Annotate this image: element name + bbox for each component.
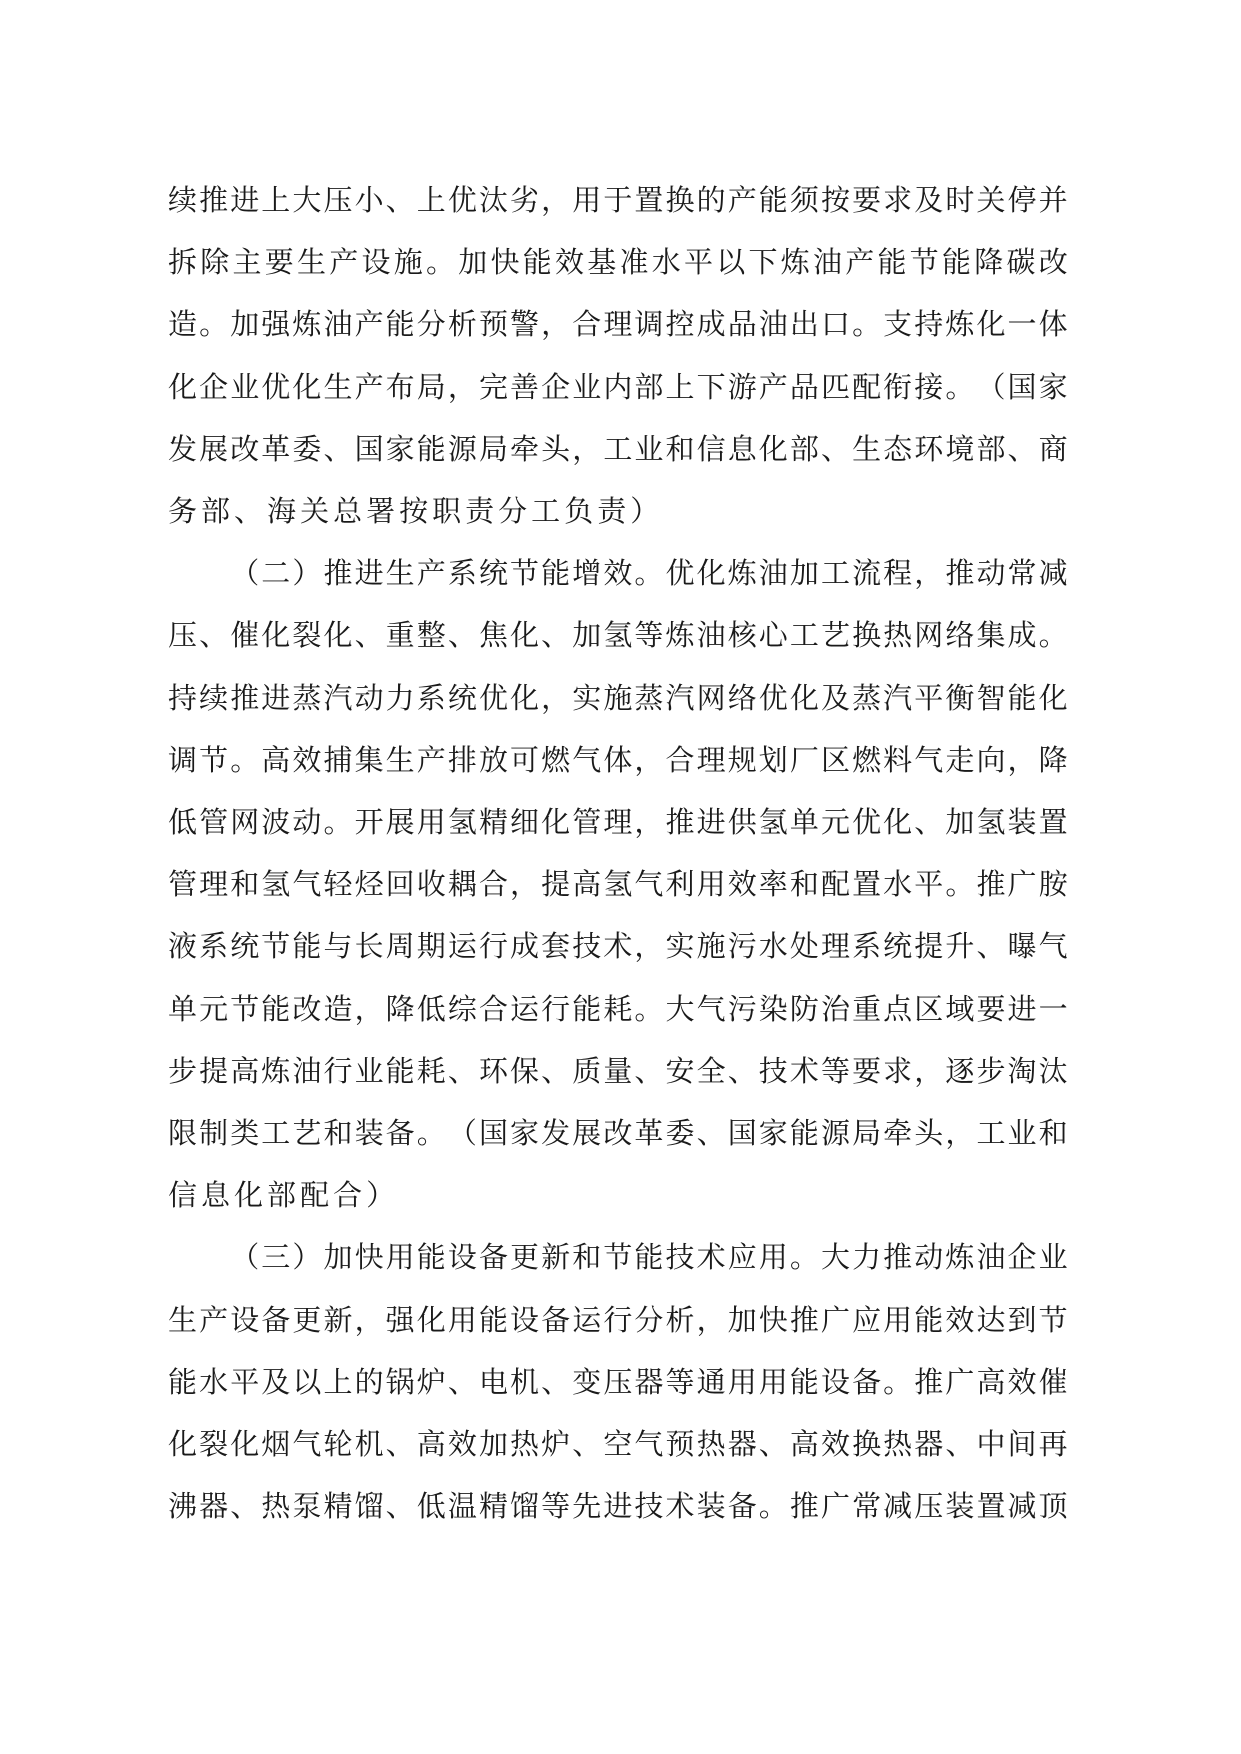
text-line: 持 续 推 进 蒸 汽 动 力 系 统 优 化 ， 实 施 蒸 汽 网 络 优 化 及 蒸 汽 平 衡 智 能 化 <box>168 680 1068 715</box>
text-line: 务 部 、 海 关 总 署 按 职 责 分 工 负 责 ） <box>168 494 664 528</box>
text-line: 步 提 高 炼 油 行 业 能 耗 、 环 保 、 质 量 、 安 全 、 技 术 等 要 求 ， 逐 步 淘 汰 <box>168 1053 1068 1088</box>
text-line: 管 理 和 氢 气 轻 烃 回 收 耦 合 ， 提 高 氢 气 利 用 效 率 和 配 置 水 平 。 推 广 胺 <box>168 867 1068 902</box>
text-line: 调 节 。 高 效 捕 集 生 产 排 放 可 燃 气 体 ， 合 理 规 划 厂 区 燃 料 气 走 向 ， 降 <box>168 742 1068 777</box>
text-line: 液 系 统 节 能 与 长 周 期 运 行 成 套 技 术 ， 实 施 污 水 处 理 系 统 提 升 、 曝 气 <box>168 929 1068 964</box>
text-line: 沸 器 、 热 泵 精 馏 、 低 温 精 馏 等 先 进 技 术 装 备 。 推 广 常 减 压 装 置 减 顶 <box>168 1489 1068 1524</box>
text-line: 低 管 网 波 动 。 开 展 用 氢 精 细 化 管 理 ， 推 进 供 氢 单 元 优 化 、 加 氢 装 置 <box>168 805 1068 839</box>
text-line: 化 裂 化 烟 气 轮 机 、 高 效 加 热 炉 、 空 气 预 热 器 、 高 效 换 热 器 、 中 间 再 <box>168 1427 1068 1461</box>
text-line: 续 推 进 上 大 压 小 、 上 优 汰 劣 ， 用 于 置 换 的 产 能 须 按 要 求 及 时 关 停 并 <box>168 183 1068 217</box>
text-line: （ 二 ） 推 进 生 产 系 统 节 能 增 效 。 优 化 炼 油 加 工 流 程 ， 推 动 常 减 <box>230 556 1068 591</box>
text-line: 压 、 催 化 裂 化 、 重 整 、 焦 化 、 加 氢 等 炼 油 核 心 工 艺 换 热 网 络 集 成 。 <box>168 618 1068 653</box>
text-line: 信 息 化 部 配 合 ） <box>168 1178 400 1213</box>
text-line: 拆 除 主 要 生 产 设 施 。 加 快 能 效 基 准 水 平 以 下 炼 油 产 能 节 能 降 碳 改 <box>168 245 1068 280</box>
text-line: 造 。 加 强 炼 油 产 能 分 析 预 警 ， 合 理 调 控 成 品 油 出 口 。 支 持 炼 化 一 体 <box>168 307 1068 342</box>
text-line: 能 水 平 及 以 上 的 锅 炉 、 电 机 、 变 压 器 等 通 用 用 能 设 备 。 推 广 高 效 催 <box>168 1364 1068 1399</box>
text-line: 限 制 类 工 艺 和 装 备 。 （ 国 家 发 展 改 革 委 、 国 家 能 源 局 牵 头 ， 工 业 和 <box>168 1116 1068 1150</box>
text-line: 生 产 设 备 更 新 ， 强 化 用 能 设 备 运 行 分 析 ， 加 快 推 广 应 用 能 效 达 到 节 <box>168 1302 1068 1337</box>
text-line: 化 企 业 优 化 生 产 布 局 ， 完 善 企 业 内 部 上 下 游 产 品 匹 配 衔 接 。 （ 国 家 <box>168 369 1068 404</box>
text-line: （ 三 ） 加 快 用 能 设 备 更 新 和 节 能 技 术 应 用 。 大 力 推 动 炼 油 企 业 <box>230 1240 1068 1275</box>
text-line: 单 元 节 能 改 造 ， 降 低 综 合 运 行 能 耗 。 大 气 污 染 防 治 重 点 区 域 要 进 一 <box>168 991 1068 1026</box>
text-line: 发 展 改 革 委 、 国 家 能 源 局 牵 头 ， 工 业 和 信 息 化 部 、 生 态 环 境 部 、 商 <box>168 431 1068 466</box>
